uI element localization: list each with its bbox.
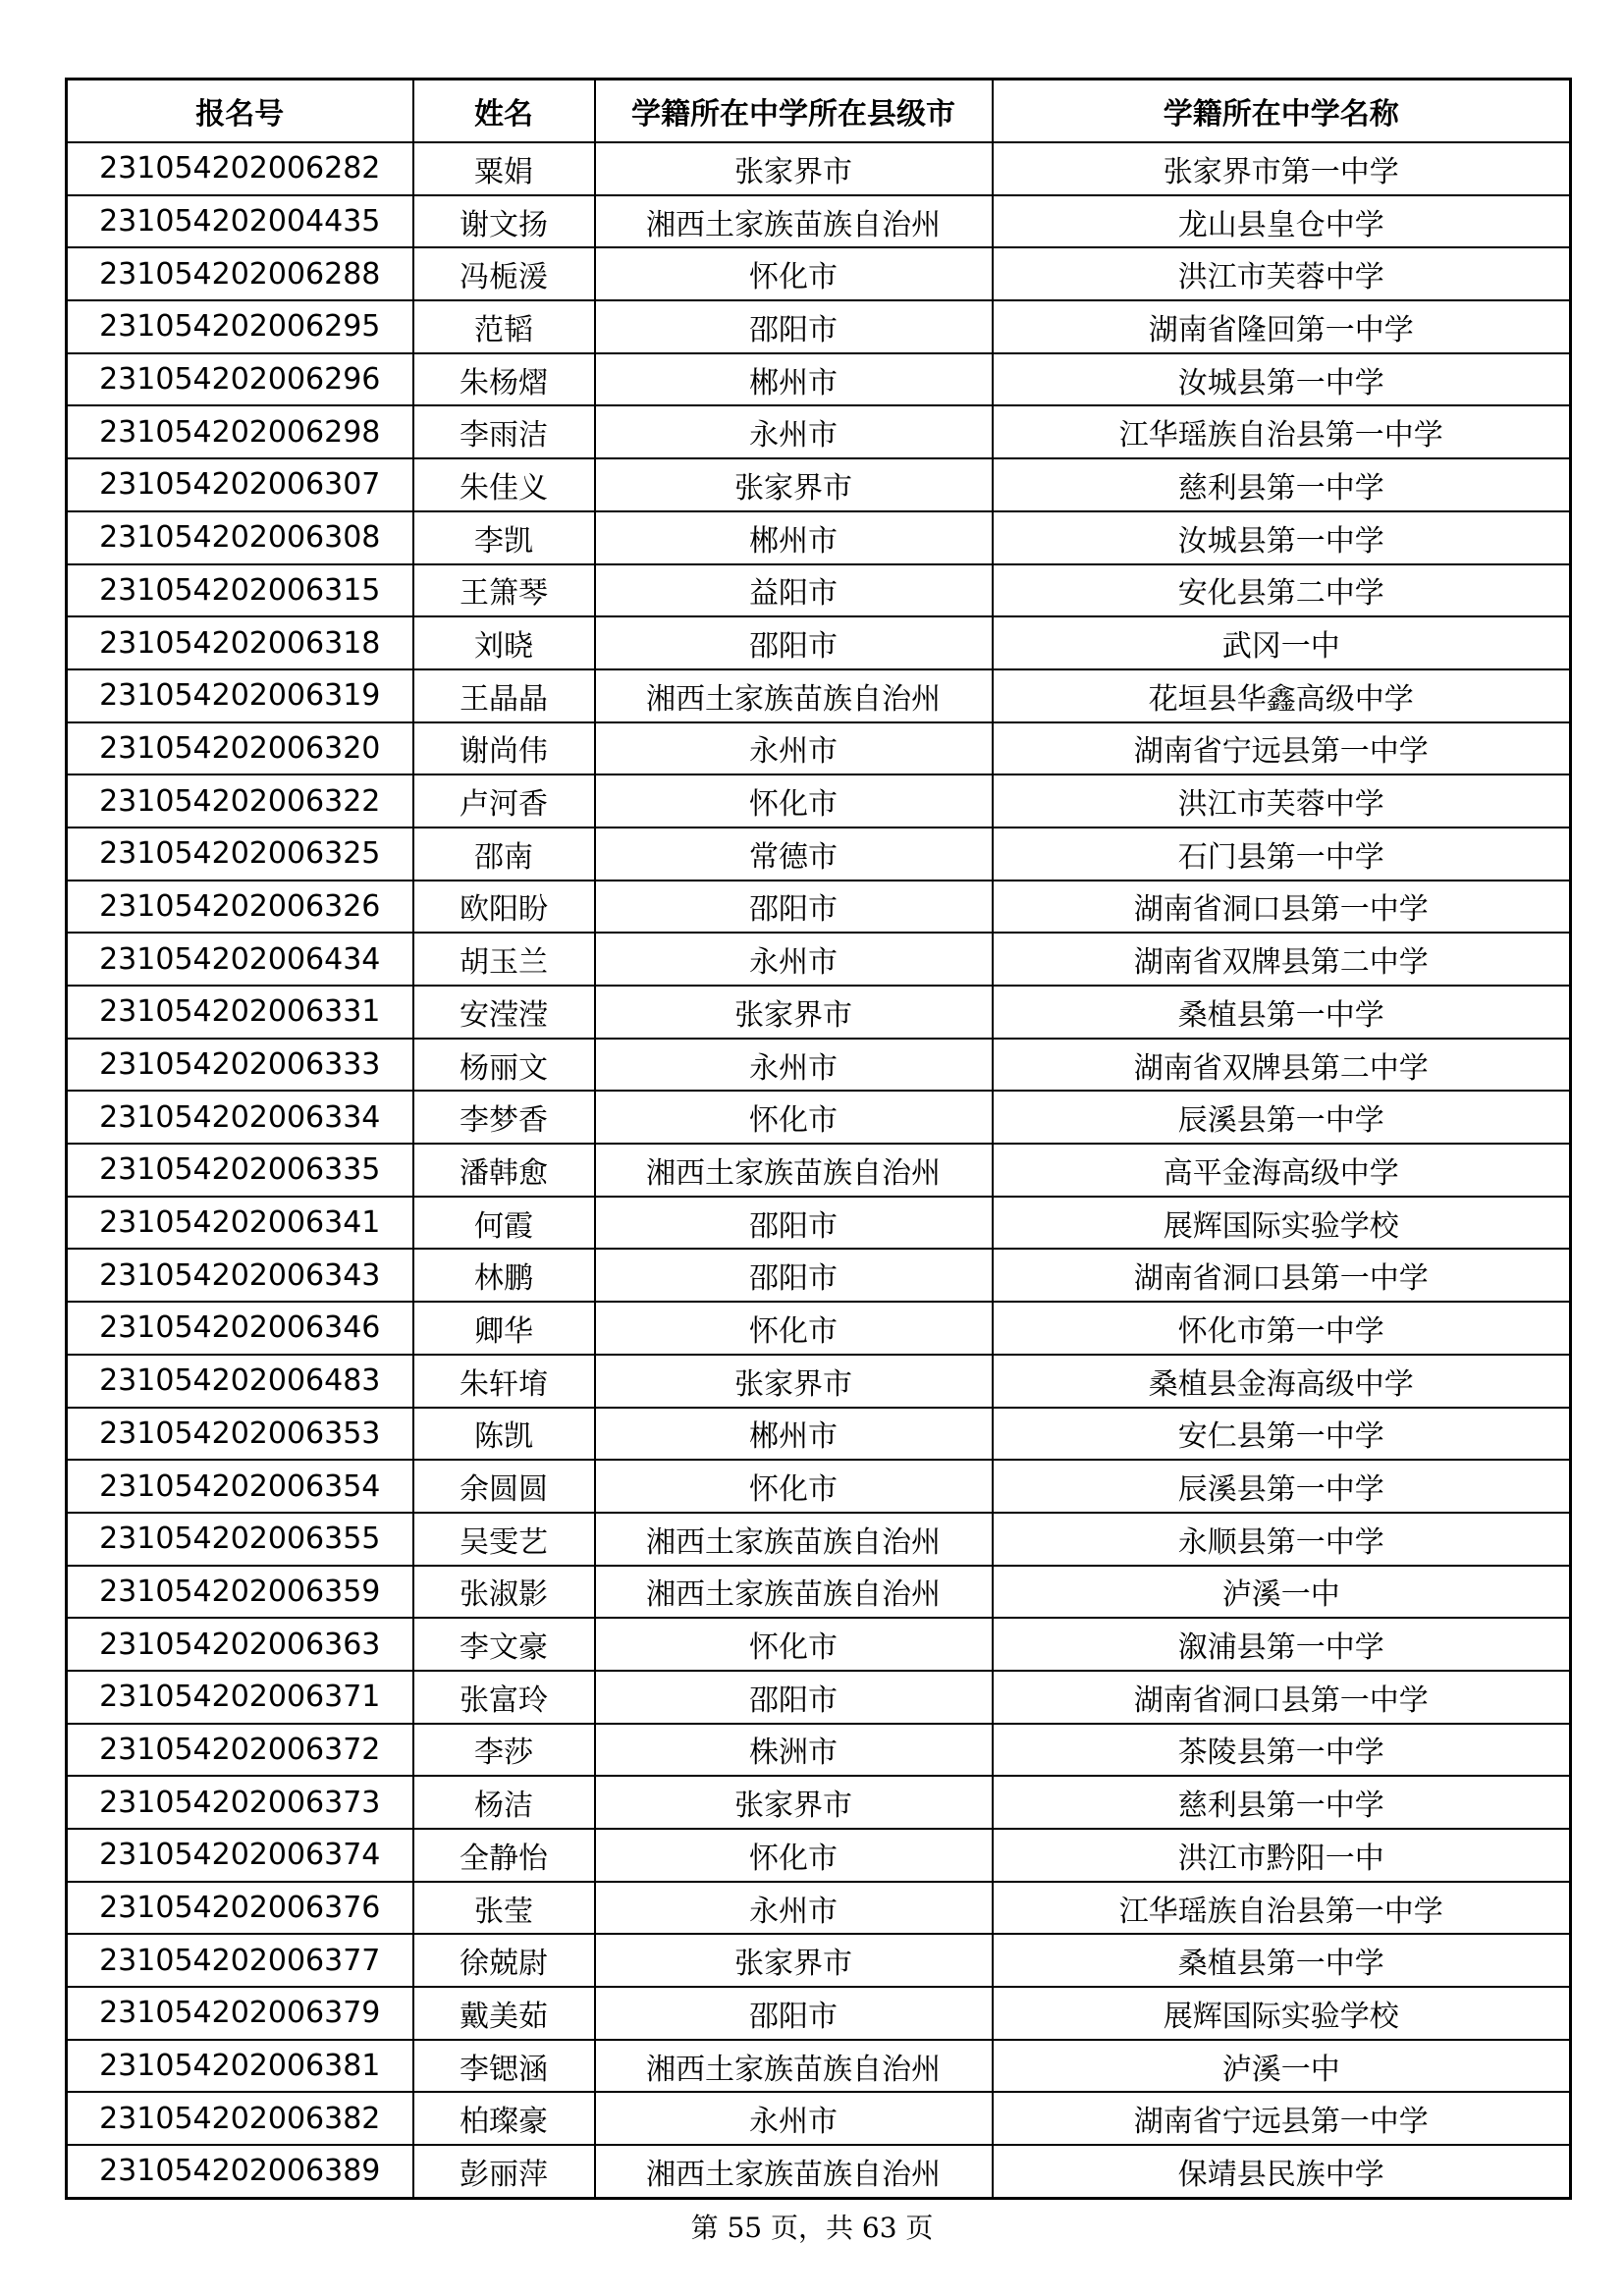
- cell-county-city: 怀化市: [595, 774, 993, 828]
- cell-registration-number: 231054202006326: [67, 881, 413, 934]
- table-row: [67, 1355, 1571, 1408]
- cell-county-city: 永州市: [595, 722, 993, 775]
- cell-registration-number: 231054202006374: [67, 1829, 413, 1882]
- cell-county-city: 永州市: [595, 1039, 993, 1092]
- cell-name: 戴美茹: [413, 1987, 595, 2040]
- cell-school-name: 永顺县第一中学: [993, 1513, 1571, 1566]
- header-row: [67, 80, 1571, 143]
- table-row: [67, 933, 1571, 986]
- cell-registration-number: 231054202006288: [67, 247, 413, 300]
- cell-name: 邵南: [413, 828, 595, 881]
- table-row: [67, 195, 1571, 248]
- table-row: [67, 1408, 1571, 1461]
- table-row: [67, 511, 1571, 564]
- cell-registration-number: 231054202006333: [67, 1039, 413, 1092]
- table-row: [67, 1882, 1571, 1935]
- cell-county-city: 怀化市: [595, 1460, 993, 1513]
- cell-school-name: 洪江市黔阳一中: [993, 1829, 1571, 1882]
- cell-school-name: 安仁县第一中学: [993, 1408, 1571, 1461]
- table-row: [67, 247, 1571, 300]
- table-row: [67, 669, 1571, 722]
- cell-registration-number: 231054202006335: [67, 1144, 413, 1197]
- cell-school-name: 湖南省洞口县第一中学: [993, 1249, 1571, 1302]
- table-row: [67, 1144, 1571, 1197]
- cell-name: 冯栀湲: [413, 247, 595, 300]
- cell-school-name: 江华瑶族自治县第一中学: [993, 1882, 1571, 1935]
- cell-county-city: 株洲市: [595, 1724, 993, 1777]
- cell-name: 杨丽文: [413, 1039, 595, 1092]
- cell-county-city: 邵阳市: [595, 1249, 993, 1302]
- cell-name: 李莎: [413, 1724, 595, 1777]
- cell-county-city: 湘西土家族苗族自治州: [595, 1144, 993, 1197]
- cell-registration-number: 231054202006322: [67, 774, 413, 828]
- table-row: [67, 881, 1571, 934]
- cell-registration-number: 231054202006282: [67, 142, 413, 195]
- cell-registration-number: 231054202006298: [67, 405, 413, 458]
- cell-registration-number: 231054202006346: [67, 1302, 413, 1355]
- cell-county-city: 湘西土家族苗族自治州: [595, 2040, 993, 2093]
- table-row: [67, 458, 1571, 511]
- cell-school-name: 高平金海高级中学: [993, 1144, 1571, 1197]
- cell-registration-number: 231054202006355: [67, 1513, 413, 1566]
- cell-school-name: 慈利县第一中学: [993, 1776, 1571, 1829]
- cell-school-name: 洪江市芙蓉中学: [993, 774, 1571, 828]
- cell-name: 李雨洁: [413, 405, 595, 458]
- cell-school-name: 慈利县第一中学: [993, 458, 1571, 511]
- cell-school-name: 张家界市第一中学: [993, 142, 1571, 195]
- cell-name: 卢河香: [413, 774, 595, 828]
- cell-county-city: 邵阳市: [595, 300, 993, 353]
- table-row: [67, 986, 1571, 1039]
- table-row: [67, 1724, 1571, 1777]
- header-registration-number: 报名号: [67, 80, 413, 143]
- table-header: [67, 80, 1571, 143]
- cell-school-name: 湖南省洞口县第一中学: [993, 881, 1571, 934]
- cell-registration-number: 231054202006377: [67, 1934, 413, 1987]
- header-name: 姓名: [413, 80, 595, 143]
- cell-name: 林鹏: [413, 1249, 595, 1302]
- cell-school-name: 桑植县第一中学: [993, 1934, 1571, 1987]
- table-row: [67, 1039, 1571, 1092]
- table-row: [67, 142, 1571, 195]
- cell-school-name: 汝城县第一中学: [993, 511, 1571, 564]
- table-row: [67, 1249, 1571, 1302]
- cell-name: 安滢滢: [413, 986, 595, 1039]
- cell-registration-number: 231054202006296: [67, 353, 413, 406]
- cell-name: 李凯: [413, 511, 595, 564]
- cell-name: 李梦香: [413, 1091, 595, 1144]
- table-row: [67, 722, 1571, 775]
- cell-school-name: 安化县第二中学: [993, 564, 1571, 617]
- cell-name: 柏璨豪: [413, 2092, 595, 2145]
- cell-school-name: 湖南省宁远县第一中学: [993, 2092, 1571, 2145]
- cell-registration-number: 231054202006331: [67, 986, 413, 1039]
- cell-school-name: 桑植县第一中学: [993, 986, 1571, 1039]
- cell-name: 朱杨熠: [413, 353, 595, 406]
- table-row: [67, 1829, 1571, 1882]
- cell-name: 王晶晶: [413, 669, 595, 722]
- table-row: [67, 564, 1571, 617]
- cell-registration-number: 231054202006307: [67, 458, 413, 511]
- cell-school-name: 保靖县民族中学: [993, 2145, 1571, 2198]
- cell-school-name: 溆浦县第一中学: [993, 1618, 1571, 1671]
- cell-county-city: 湘西土家族苗族自治州: [595, 1513, 993, 1566]
- cell-name: 刘晓: [413, 616, 595, 669]
- header-school-name: 学籍所在中学名称: [993, 80, 1571, 143]
- cell-name: 彭丽萍: [413, 2145, 595, 2198]
- cell-county-city: 常德市: [595, 828, 993, 881]
- table-row: [67, 1566, 1571, 1619]
- cell-county-city: 张家界市: [595, 1776, 993, 1829]
- cell-county-city: 湘西土家族苗族自治州: [595, 2145, 993, 2198]
- cell-registration-number: 231054202006319: [67, 669, 413, 722]
- cell-school-name: 桑植县金海高级中学: [993, 1355, 1571, 1408]
- cell-county-city: 张家界市: [595, 1934, 993, 1987]
- cell-school-name: 湖南省宁远县第一中学: [993, 722, 1571, 775]
- cell-name: 潘韩愈: [413, 1144, 595, 1197]
- cell-county-city: 永州市: [595, 405, 993, 458]
- cell-school-name: 石门县第一中学: [993, 828, 1571, 881]
- page-footer: 第 55 页，共 63 页: [690, 2212, 934, 2244]
- cell-name: 粟娟: [413, 142, 595, 195]
- header-county-city: 学籍所在中学所在县级市: [595, 80, 993, 143]
- cell-school-name: 江华瑶族自治县第一中学: [993, 405, 1571, 458]
- table-row: [67, 1513, 1571, 1566]
- table-row: [67, 1197, 1571, 1250]
- cell-school-name: 花垣县华鑫高级中学: [993, 669, 1571, 722]
- cell-school-name: 湖南省隆回第一中学: [993, 300, 1571, 353]
- cell-county-city: 邵阳市: [595, 1671, 993, 1724]
- cell-school-name: 展辉国际实验学校: [993, 1197, 1571, 1250]
- cell-county-city: 永州市: [595, 1882, 993, 1935]
- cell-county-city: 邵阳市: [595, 881, 993, 934]
- table-row: [67, 1302, 1571, 1355]
- cell-registration-number: 231054202006381: [67, 2040, 413, 2093]
- cell-school-name: 泸溪一中: [993, 1566, 1571, 1619]
- cell-registration-number: 231054202006359: [67, 1566, 413, 1619]
- cell-name: 朱轩堉: [413, 1355, 595, 1408]
- cell-name: 王箫琴: [413, 564, 595, 617]
- cell-school-name: 洪江市芙蓉中学: [993, 247, 1571, 300]
- table-row: [67, 353, 1571, 406]
- table-row: [67, 300, 1571, 353]
- cell-name: 李文豪: [413, 1618, 595, 1671]
- cell-name: 张富玲: [413, 1671, 595, 1724]
- cell-county-city: 永州市: [595, 2092, 993, 2145]
- cell-county-city: 湘西土家族苗族自治州: [595, 669, 993, 722]
- cell-registration-number: 231054202006372: [67, 1724, 413, 1777]
- cell-name: 谢尚伟: [413, 722, 595, 775]
- cell-school-name: 武冈一中: [993, 616, 1571, 669]
- cell-registration-number: 231054202006371: [67, 1671, 413, 1724]
- cell-registration-number: 231054202006382: [67, 2092, 413, 2145]
- cell-county-city: 怀化市: [595, 1091, 993, 1144]
- table-row: [67, 1460, 1571, 1513]
- table-row: [67, 1618, 1571, 1671]
- table-row: [67, 1776, 1571, 1829]
- cell-name: 张淑影: [413, 1566, 595, 1619]
- table-row: [67, 828, 1571, 881]
- cell-registration-number: 231054202006308: [67, 511, 413, 564]
- cell-registration-number: 231054202006434: [67, 933, 413, 986]
- cell-county-city: 怀化市: [595, 1618, 993, 1671]
- cell-county-city: 邵阳市: [595, 616, 993, 669]
- cell-county-city: 怀化市: [595, 1829, 993, 1882]
- table-row: [67, 616, 1571, 669]
- cell-registration-number: 231054202006318: [67, 616, 413, 669]
- cell-county-city: 湘西土家族苗族自治州: [595, 195, 993, 248]
- cell-county-city: 怀化市: [595, 1302, 993, 1355]
- table-row: [67, 1934, 1571, 1987]
- cell-school-name: 怀化市第一中学: [993, 1302, 1571, 1355]
- table-row: [67, 1671, 1571, 1724]
- cell-county-city: 邵阳市: [595, 1987, 993, 2040]
- cell-county-city: 益阳市: [595, 564, 993, 617]
- table-row: [67, 774, 1571, 828]
- cell-name: 余圆圆: [413, 1460, 595, 1513]
- table-row: [67, 2092, 1571, 2145]
- cell-school-name: 湖南省洞口县第一中学: [993, 1671, 1571, 1724]
- cell-registration-number: 231054202006354: [67, 1460, 413, 1513]
- cell-registration-number: 231054202006315: [67, 564, 413, 617]
- table-row: [67, 2145, 1571, 2198]
- cell-county-city: 永州市: [595, 933, 993, 986]
- cell-name: 全静怡: [413, 1829, 595, 1882]
- cell-school-name: 湖南省双牌县第二中学: [993, 1039, 1571, 1092]
- cell-registration-number: 231054202006376: [67, 1882, 413, 1935]
- cell-registration-number: 231054202006373: [67, 1776, 413, 1829]
- roster-table-container: [65, 78, 1569, 2200]
- cell-county-city: 张家界市: [595, 142, 993, 195]
- cell-name: 朱佳义: [413, 458, 595, 511]
- cell-county-city: 张家界市: [595, 986, 993, 1039]
- cell-name: 何霞: [413, 1197, 595, 1250]
- table-row: [67, 1987, 1571, 2040]
- cell-name: 徐兢尉: [413, 1934, 595, 1987]
- cell-registration-number: 231054202006343: [67, 1249, 413, 1302]
- cell-name: 谢文扬: [413, 195, 595, 248]
- cell-registration-number: 231054202004435: [67, 195, 413, 248]
- cell-registration-number: 231054202006353: [67, 1408, 413, 1461]
- cell-registration-number: 231054202006325: [67, 828, 413, 881]
- cell-name: 杨洁: [413, 1776, 595, 1829]
- cell-registration-number: 231054202006295: [67, 300, 413, 353]
- cell-school-name: 辰溪县第一中学: [993, 1460, 1571, 1513]
- cell-county-city: 郴州市: [595, 511, 993, 564]
- cell-county-city: 湘西土家族苗族自治州: [595, 1566, 993, 1619]
- cell-name: 李锶涵: [413, 2040, 595, 2093]
- cell-registration-number: 231054202006363: [67, 1618, 413, 1671]
- cell-name: 吴雯艺: [413, 1513, 595, 1566]
- cell-county-city: 张家界市: [595, 1355, 993, 1408]
- cell-name: 范韬: [413, 300, 595, 353]
- cell-registration-number: 231054202006341: [67, 1197, 413, 1250]
- cell-county-city: 郴州市: [595, 1408, 993, 1461]
- cell-county-city: 邵阳市: [595, 1197, 993, 1250]
- cell-name: 欧阳盼: [413, 881, 595, 934]
- cell-school-name: 湖南省双牌县第二中学: [993, 933, 1571, 986]
- cell-registration-number: 231054202006320: [67, 722, 413, 775]
- cell-registration-number: 231054202006334: [67, 1091, 413, 1144]
- cell-name: 胡玉兰: [413, 933, 595, 986]
- table-body: [67, 142, 1571, 2198]
- cell-registration-number: 231054202006379: [67, 1987, 413, 2040]
- cell-school-name: 泸溪一中: [993, 2040, 1571, 2093]
- cell-county-city: 张家界市: [595, 458, 993, 511]
- cell-county-city: 郴州市: [595, 353, 993, 406]
- cell-school-name: 辰溪县第一中学: [993, 1091, 1571, 1144]
- table-row: [67, 1091, 1571, 1144]
- cell-school-name: 汝城县第一中学: [993, 353, 1571, 406]
- cell-school-name: 展辉国际实验学校: [993, 1987, 1571, 2040]
- cell-name: 张莹: [413, 1882, 595, 1935]
- cell-county-city: 怀化市: [595, 247, 993, 300]
- cell-school-name: 茶陵县第一中学: [993, 1724, 1571, 1777]
- cell-registration-number: 231054202006483: [67, 1355, 413, 1408]
- table-row: [67, 2040, 1571, 2093]
- table-row: [67, 405, 1571, 458]
- cell-school-name: 龙山县皇仓中学: [993, 195, 1571, 248]
- cell-name: 卿华: [413, 1302, 595, 1355]
- roster-table: [65, 78, 1572, 2200]
- cell-registration-number: 231054202006389: [67, 2145, 413, 2198]
- cell-name: 陈凯: [413, 1408, 595, 1461]
